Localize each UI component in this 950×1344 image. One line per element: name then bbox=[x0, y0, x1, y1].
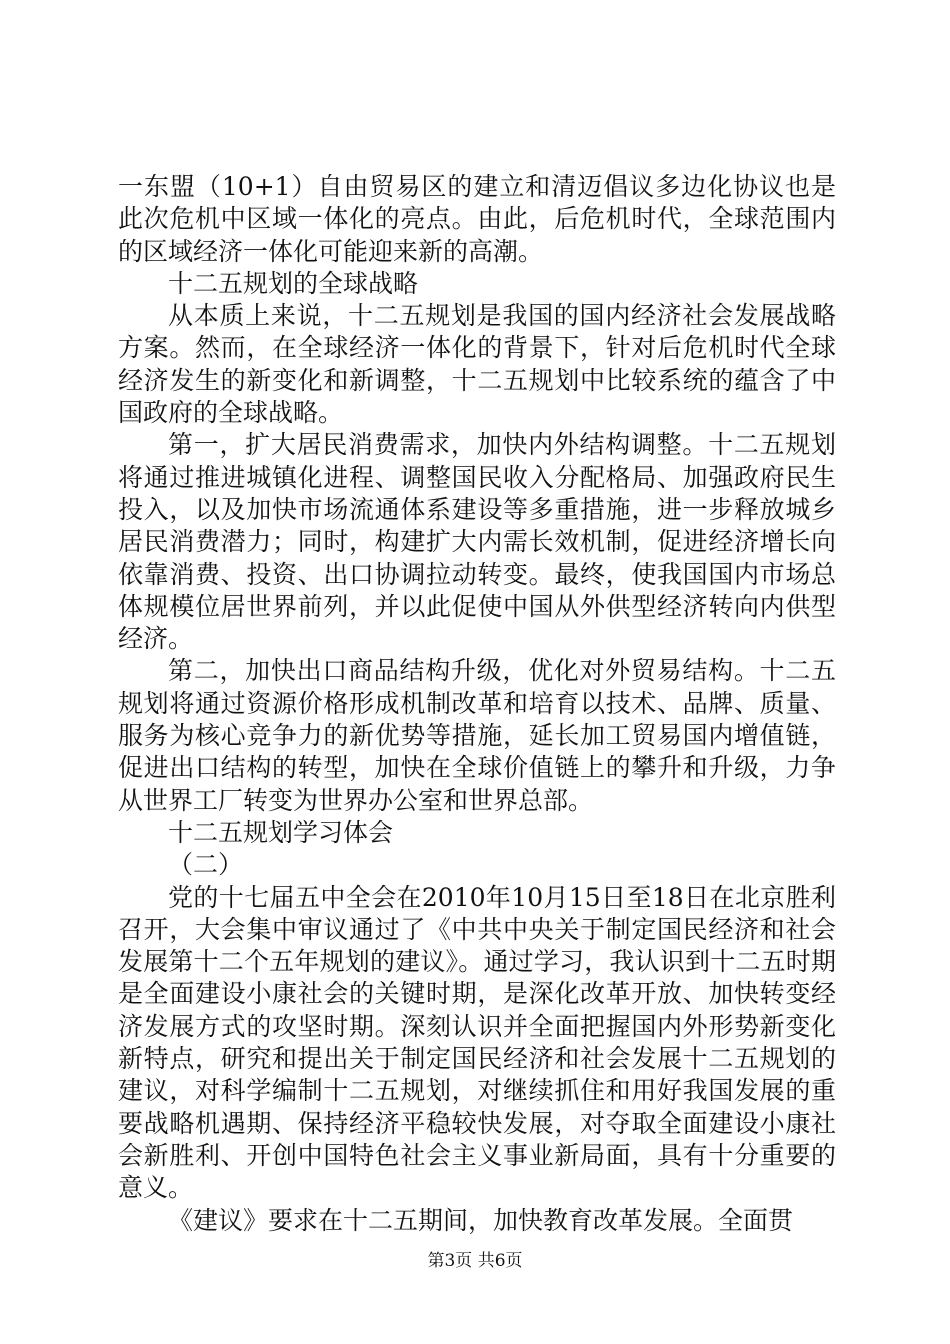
paragraph-1: 一东盟（10+1）自由贸易区的建立和清迈倡议多边化协议也是此次危机中区域一体化的亮点。由此，后危机时代，全球范围内的区域经济一体化可能迎来新的高潮。 bbox=[118, 172, 836, 266]
paragraph-3: 第一，扩大居民消费需求，加快内外结构调整。十二五规划将通过推进城镇化进程、调整国民收入分配格局、加强政府民生投入，以及加快市场流通体系建设等多重措施，进一步释放城乡居民消费潜力；同时，构建扩大内需长效机制，促进经济增长向依靠消费、投资、出口协调拉动转变。最终，使我国国内市场总体规模位居世界前列，并以此促使中国从外供型经济转向内供型经济。 bbox=[118, 430, 836, 654]
section-heading-global-strategy: 十二五规划的全球战略 bbox=[168, 268, 419, 298]
paragraph-2: 从本质上来说，十二五规划是我国的国内经济社会发展战略方案。然而，在全球经济一体化的背景下，针对后危机时代全球经济发生的新变化和新调整，十二五规划中比较系统的蕴含了中国政府的全球战略。 bbox=[118, 301, 836, 428]
section-heading-study-experience: 十二五规划学习体会 bbox=[168, 817, 394, 847]
paragraph-6: 《建议》要求在十二五期间，加快教育改革发展。全面贯 bbox=[168, 1205, 794, 1235]
section-number: （二） bbox=[168, 850, 244, 880]
paragraph-5: 党的十七届五中全会在2010年10月15日至18日在北京胜利召开，大会集中审议通过了《中共中央关于制定国民经济和社会发展第十二个五年规划的建议》。通过学习，我认识到十二五时期是全面建设小康社会的关键时期，是深化改革开放、加快转变经济发展方式的攻坚时期。深刻认识并全面把握国内外形势新变化新特点，研究和提出关于制定国民经济和社会发展十二五规划的建议，对科学编制十二五规划，对继续抓住和用好我国发展的重要战略机遇期、保持经济平稳较快发展，对夺取全面建设小康社会新胜利、开创中国特色社会主义事业新局面，具有十分重要的意义。 bbox=[118, 882, 836, 1203]
document-body bbox=[118, 171, 836, 1237]
page-number-footer: 第3页 共6页 bbox=[427, 1251, 523, 1271]
paragraph-4: 第二，加快出口商品结构升级，优化对外贸易结构。十二五规划将通过资源价格形成机制改革和培育以技术、品牌、质量、服务为核心竞争力的新优势等措施，延长加工贸易国内增值链，促进出口结构的转型，加快在全球价值链上的攀升和升级，力争从世界工厂转变为世界办公室和世界总部。 bbox=[118, 656, 836, 815]
